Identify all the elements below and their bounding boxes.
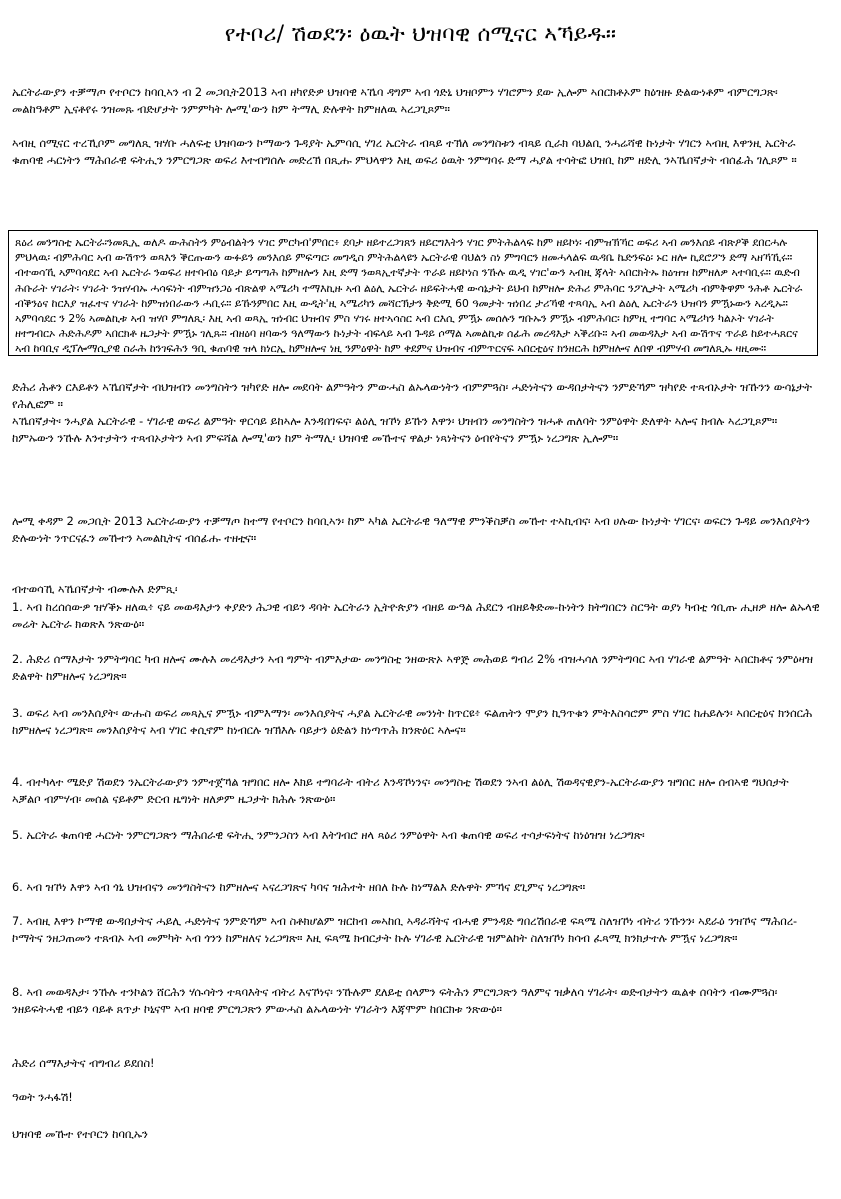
resolution-item: 6. ኣብ ዝኾነ እዋን ኣብ ጎኒ ህዝብናን መንግስትናን ከምዘሎና ኣናረጋገጽና ካባና ዝሕተት ዘበለ ኩሉ ከነማልእ ድሉዋት ምኻና ደጊምና ነረጋግጽ። — [12, 881, 586, 894]
speech-paragraph: ኣብዚ ሰሚናር ተረኺቦም መግለጺ ዝሃቡ ሓለፍቲ ህዝባውን ኮማውን ጉዳያት ኤምባሲ ሃገረ ኤርትራ ብጻይ ተኽለ መንግስቱን ብጻይ ሲራክ ባህልቢ ንሓሬሻዊ ኩነታት ሃገርን ኣብዚ እዋንዚ ኤርትራ ቁጠባዊ ሓርነትን ማሕበራዊ ፍትሒን ንምርግጋጽ ወፍሪ እተብግሰሉ መድረኽ በጺሑ ምህላዋን እዚ ወፍሪ ዕዉት ንምግባሩ ድማ ሓያል ተሳትፎ ህዝቢ ከም ዘድሊ ንኣኼበኛታት ብሰፊሕ ገሊጾም ። — [12, 137, 797, 167]
signature: ህዝባዊ መኹተ የተቦርን ከባቢኡን — [12, 1128, 148, 1141]
resolution-item: 3. ወፍሪ ኣብ መንእሰያት፡ ውሑስ ወፍሪ መጻኢና ምዃኑ ብምእማን፡ መንእሰያትና ሓያል ኤርትራዊ መንነት ከጥርዩ፥ ፍልጠትን ሞያን ኪዓጥቁን ምትእስሳሮም ምስ ሃገር ከሐይሉን፡ ኣበርቲዕና ክንሰርሕ ከምዘሎና ነረጋግጽ። መንእሰያትና ኣብ ሃገር ቀሲኖም ከነብርሉ ዝኽእሉ ባይታን ዕድልን ክነጣጥሕ ክንጽዕር ኣሎና። — [12, 707, 813, 737]
intro-paragraph: ኤርትራውያን ተቓማጦ የተቦርን ከባቢኣን ብ 2 መጋቢት2013 ኣብ ዘካየድዎ ህዝባዊ ኣኼባ ዳግም ኣብ ጎድኒ ህዝቦምን ሃገሮምን ደው ኢሎም ኣበርክቶኦም ክዕዝዙ ድልውነቶም ብምርግጋጽ፡ መልከዓቶም ኢናቶየሩ ንዝመጹ ብድሆታት ንምምካት ሎሚ'ውን ከም ትማሊ ድሉዋት ክምዘለዉ ኣረጋጊጾም። — [12, 86, 778, 116]
resolution-intro: ብተወሳኺ ኣኼበኛታት ብሙሉእ ድምጺ፡ — [12, 583, 178, 596]
attendees-paragraph: ኣኼበኛታት፡ ንሓያል ኤርትራዊ - ሃገራዊ ወፍሪ ልምዓት ዋርሳይ ይከኣሎ እንዳበገፍና፡ ልዕሊ ዝኾነ ይኹን እዋን፡ ህዝብን መንግስትን ዝሓቶ ጠለባት ንምዕዋት ድለዋት ኣሎና ክብሉ ኣረጋጊጾም። ከምኡውን ንኹሉ እንተታትን ተጻብኦታትን ኣብ ምፍሻል ሎሚ'ወን ከም ትማሊ፡ ህዝባዊ መኹተና ዋልታ ነጻነትናን ዕብየትናን ምዃኑ ነረጋግጽ ኢሎም። — [12, 415, 778, 445]
resolution-item: 7. ኣብዚ እዋን ኮማዊ ውዳበታትና ሓይሊ ሓድነትና ንምድኻም ኣብ ስቶክሆልም ዝርከብ መኣከቢ ኣዳራሻትና ብሓዊ ምንዳድ ግበረሽበራዊ ፍጻሜ ስለዝኾነ ብትሪ ንኹንን፡ ኣደራዕ ንዝኾና ማሕበረ-ኮማትና ንዘጋጠመን ተጸብኦ ኣብ መምካት ኣብ ጎንን ከምዘለና ነረጋግጽ። እዚ ፍጻሜ ክብርታት ኩሉ ሃገራዊ ኤርትራዊ ዝምልከት ስለዝኾነ ክሳብ ፈጻሚ ክንክታተሉ ምዃና ነረጋግጽ። — [12, 915, 798, 945]
resolution-item: 8. ኣብ መወዳእታ፡ ንኹሉ ተንኮልን ሸርሕን ሃሱሳትን ተጻባእትና ብትሪ እናኾነና፡ ንኹሉም ደለይቲ ሰላምን ፍትሕን ምርግጋጽን ዓለምና ዝቃለሳ ሃገራት፡ ወድብታትን ዉልቀ ሰባትን ብሙምጓስ፡ ንዘይፍትሓዊ ብይን ባይቶ ጸጥታ ኮኒናሞ ኣብ ዘባዊ ምርግጋጽን ምውሓስ ልኡላውነት ሃገራትን እጃሞም ከበርክቱ ንጽውዕ። — [12, 986, 778, 1016]
closing-slogan-2: ዓወት ንሓፋሽ! — [12, 1091, 73, 1104]
discussion-paragraph: ድሕሪ ሕቶን ርእይቶን ኣኼበኛታት ብህዝብን መንግስትን ዝካየድ ዘሎ መደባት ልምዓትን ምውሓስ ልኡላውነትን ብምምጓስ፡ ሓድነትናን ውዳበታትናን ንምድኻም ዝካየድ ተጻብኦታት ዝኹንን ውሳኔታት የሕሊፎም ። — [12, 381, 812, 411]
closing-slogan: ሕድሪ ሰማእታትና ብግብሪ ይደበስ! — [12, 1057, 155, 1070]
boxed-summary-text: ጸዕሪ መንግስቲ ኤርትራ፡ንመጺኢ ወለዶ ውሕስትን ምዕብልትን ሃገር ምርካብ'ምበር፥ ደባታ ዘይተረጋገጸን ዘይርግእትን ሃገር ምትሕልላፍ ከም ዘይኮነ፡ ብምዝኽኻር ወፍሪ ኣብ መንእሰይ ብጽዖቕ ደበርሓሉ ምህላዉ፡ ብምሕባር ኣብ ውሽጥን ወጻእን ቕርጡውን ውፉይን መንእሰይ ምፍጣር፡ መግዲስ ምትሕልላዩን ኤርትራዊ ባህልን ስነ ምግባርን ዘመሓላልፍ ዉዳቤ ኬድንፍዕ፡ ኑር ዘሎ ኪደሮፖን ድማ ኣዘኻኺሩ። ብተወሳኺ ኣምባሳደር ኣብ ኤርትራ ንወፍሪ ዘተባብዕ ባይታ ይጣጣሕ ከምዘሎን እዚ ድማ ንወጻኢተኛታት ጥራይ ዘይኮነስ ንኹሉ ዉዲ ሃገር'ውን ኣብዚ ጃላት ኣበርክትኡ ክዕዝዝ ከምዘለዎ ኣተባቢሩ። ዉድብ ሕቡራት ሃገራት፡ ሃገራት ንዝሃብኡ ሓሳፍነት ብምዝንጋዕ ብጽልዋ ኣሜሪካ ተማእኪዙ ኣብ ልዕሊ ኤርትራ ዘይፍትሓዊ ውሳኔታት ይህብ ከምዘሎ ድሕሪ ምሕባር ንፖሊታት ኣሜሪካ ብምቅዋም ንሕቶ ኤርትራ ብቕንዕና ከርእያ ዝፈተና ሃገራት ከምዝነበራውን ሓቢሩ። ይኹንምበር እዚ ውዲት'ዚ ኣሜሪካን መሻርኽታን ቅድሚ 60 ዓመታት ዝነበረ ታሪኻዊ ተጻባኢ ኣብ ልዕሊ ኤርትራን ህዝባን ምዃኑውን ኣረዲኡ። ኣምባሳደር ን 2% ኣመልኪቱ ኣብ ዝሃቦ ምግለጺ፡ እዚ ኣብ ወጻኢ ዝነብር ህዝብና ምስ ሃገሩ ዘተኣሳስር ኣብ ርእሲ ምዃኑ መሰሉን ግቡኡን ምዃኑ ብምሕባር፡ ከምዚ ተግባር ኣሜሪካን ካልኦት ሃገራት ዘተግብርኦ ሕድሕዶም ኣበርክቶ ዜጋታት ምዃኑ ገሊጹ። ብዘዕባ ዘባውን ዓለማውን ኩነታት ብፍላይ ኣብ ጉዳይ ሶማል ኣመልኪቱ ሰፊሕ መረዳእታ ኣቕሪቡ። ኣብ መወዳእታ ኣብ ውሽጥና ጥራይ ከይተሓጸርና ኣብ ከባቢና ዲፕሎማሲያዊ ስራሕ ከንገፍሕን ዓቢ ቁጠባዊ ዝላ ክነርኢ ከምዘሎና ነዚ ንምዕዋት ከም ቀደምና ህዝብና ብምጥርናፍ ኣበርቲዕና ክንዘርሕ ከምዘሎና ለበዋ ብምሃብ መግለጺኡ ዛዚሙ። — [15, 236, 803, 356]
resolution-item: 4. ብተካላተ ሜድያ ሽወደን ንኤርትራውያን ንምተጀኻል ዝግበር ዘሎ እክይ ተግባራት ብትሪ እንዳኾነንና፡ መንግስቲ ሽወደን ንኣብ ልዕሊ ሽወዳናዊያን-ኤርትራውያን ዝግበር ዘሎ ሰብኣዊ ግህሰታት ኣቓልቦ ብምሃብ፡ መሰል ናይቶም ድርብ ዜግነት ዘለዎም ዜጋታት ክሕሉ ንጽውዕ። — [12, 776, 789, 806]
meeting-paragraph: ሎሚ ቀዳም 2 መጋቢት 2013 ኤርትራውያን ተቓማጦ ከተማ የተቦርን ከባቢኣን፡ ከም ኣካል ኤርትራዊ ዓለማዊ ምንቕስቓስ መኹተ ተኣኪብና፡ ኣብ ሀሉው ኩነታት ሃገርና፡ ወፍርን ጉዳይ መንእሰያትን ድሉውነት ንጥርናፈን መኹተን ኣመልኪትና ብሰፊሑ ተዘቲና። — [12, 515, 810, 545]
resolution-item: 2. ሕድሪ ሰማእታት ንምትግባር ካብ ዘሎና ሙሉእ መረዳእታን ኣብ ግምት ብምእታው መንግስቲ ንዘውጽኦ ኣዋጅ መሕወይ ግብሪ 2% ብዝሓሳለ ንምትግባር ኣብ ሃገራዊ ልምዓት ኣበርክቶና ንምዕዛዝ ድልዋት ከምዘሎና ነረጋግጽ። — [12, 653, 813, 683]
page-title: የተቦሪ/ ሽወደን፡ ዕዉት ህዝባዊ ሰሚናር ኣኻይዱ። — [224, 22, 617, 47]
resolution-item: 5. ኤርትራ ቁጠባዊ ሓርነት ንምርግጋጽን ማሕበራዊ ፍትሒ ንምንጋስን ኣብ እትገብሮ ዘላ ጻዕሪ ንምዕዋት ኣብ ቁጠባዊ ወፍሪ ተሳታፍነትና ከነዕዝዝ ነረጋግጽ፡ — [12, 829, 645, 842]
resolution-item: 1. ኣብ ከረሰሰውዎ ዝሃቕኑ ዘለዉ፥ ናይ መወዳእታን ቀያድን ሕጋዊ ብይን ዳባት ኤርትራን ኢትዮጵያን ብዘይ ውዓል ሕደርን ብዘይቅድመ-ኩነትን ክትግበርን ስርዓት ወያነ ካብቲ ጎቢጡ ሒዘዎ ዘሎ ልኡላዊ መሬት ኤርትራ ክወጽእ ንጽውዕ። — [12, 601, 820, 631]
boxed-summary — [8, 230, 818, 356]
